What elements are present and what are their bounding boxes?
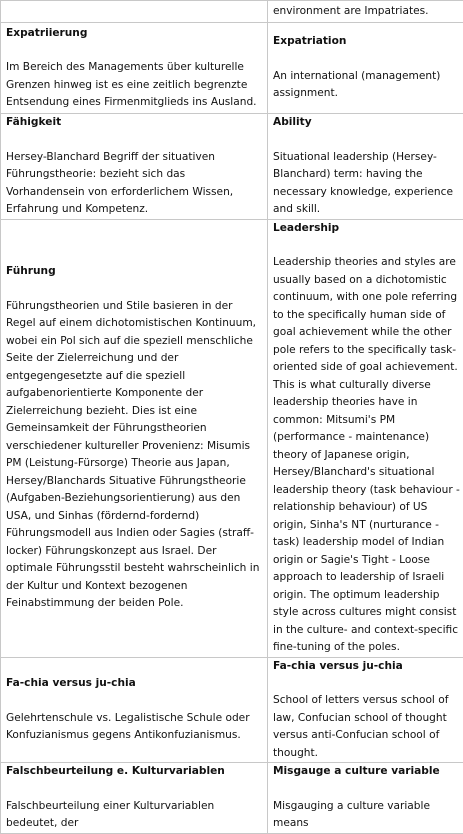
english-term: Expatriation <box>273 33 461 51</box>
english-definition: Leadership theories and styles are usually based on a dichotomistic continuum, with one pole referring to the specifically human side of goal achievement while the other pole refers to the specifically task-oriented side of goal achievement. This is what culturally diverse leadership theories have in common: Mitsumi's PM (performance - maintenance) theory of Japanese origin, Hersey/Blanchard's situational leadership theory (task behaviour - relationship behaviour) of US origin, Sinha's NT (nurturance - task) leadership model of Indian origin or Sagie's Tight - Loose approach to leadership of Israeli origin. The optimum leadership style across cultures might consist in the culture- and context-specific fine-tuning of the poles. <box>273 254 461 657</box>
table-row <box>1 657 463 763</box>
german-term: Falschbeurteilung e. Kulturvariablen <box>6 763 263 781</box>
english-definition: Situational leadership (Hersey-Blanchard) term: having the necessary knowledge, experience and skill. <box>273 149 461 219</box>
table-row <box>1 114 463 220</box>
german-definition: Im Bereich des Managements über kulturelle Grenzen hinweg ist es eine zeitlich begrenzte Entsendung eines Firmenmitglieds ins Ausland. <box>6 59 263 112</box>
german-definition: Falschbeurteilung einer Kulturvariablen bedeutet, der <box>6 798 263 833</box>
german-definition: Gelehrtenschule vs. Legalistische Schule oder Konfuzianismus gegens Antikonfuzianismus. <box>6 710 263 745</box>
english-term: Fa-chia versus ju-chia <box>273 658 461 676</box>
english-term: Misgauge a culture variable <box>273 763 461 781</box>
german-cell <box>1 763 268 834</box>
german-cell <box>1 1 268 23</box>
english-definition: School of letters versus school of law, Confucian school of thought versus anti-Confucian school of thought. <box>273 692 461 762</box>
english-definition: An international (management) assignment. <box>273 68 461 103</box>
german-term: Expatriierung <box>6 25 263 43</box>
english-cell <box>268 23 463 114</box>
table-row <box>1 219 463 657</box>
table-row <box>1 23 463 114</box>
english-term: Ability <box>273 114 461 132</box>
german-term: Fa-chia versus ju-chia <box>6 675 263 693</box>
english-cell <box>268 657 463 763</box>
german-definition: Hersey-Blanchard Begriff der situativen Führungstheorie: bezieht sich das Vorhandensein von erforderlichem Wissen, Erfahrung und Kompetenz. <box>6 149 263 219</box>
german-term: Fähigkeit <box>6 114 263 132</box>
english-cell <box>268 763 463 834</box>
english-cell <box>268 1 463 23</box>
german-cell <box>1 114 268 220</box>
table-row <box>1 763 463 834</box>
german-cell <box>1 219 268 657</box>
english-cell <box>268 114 463 220</box>
german-cell <box>1 657 268 763</box>
english-term: Leadership <box>273 220 461 238</box>
table-row <box>1 1 463 23</box>
german-cell <box>1 23 268 114</box>
english-definition: Misgauging a culture variable means <box>273 798 461 833</box>
english-cell <box>268 219 463 657</box>
german-definition: Führungstheorien und Stile basieren in der Regel auf einem dichotomistischen Kontinuum, wobei ein Pol sich auf die speziell menschliche Seite der Zielerreichung und der entgegengesetzte auf die speziell aufgabenorientierte Komponente der Zielerreichung bezieht. Dies ist eine Gemeinsamkeit der Führungstheorien verschiedener kultureller Provenienz: Misumis PM (Leistung-Fürsorge) Theorie aus Japan, Hersey/Blanchards Situative Führungstheorie (Aufgaben-Beziehungsorientierung) aus den USA, und Sinhas (fördernd-fordernd) Führungsmodell aus Indien oder Sagies (straff-locker) Führungskonzept aus Israel. Der optimale Führungsstil besteht wahrscheinlich in der Kultur und Kontext bezogenen Feinabstimmung der beiden Pole. <box>6 298 263 613</box>
english-definition: environment are Impatriates. <box>273 5 429 17</box>
german-term: Führung <box>6 263 263 281</box>
